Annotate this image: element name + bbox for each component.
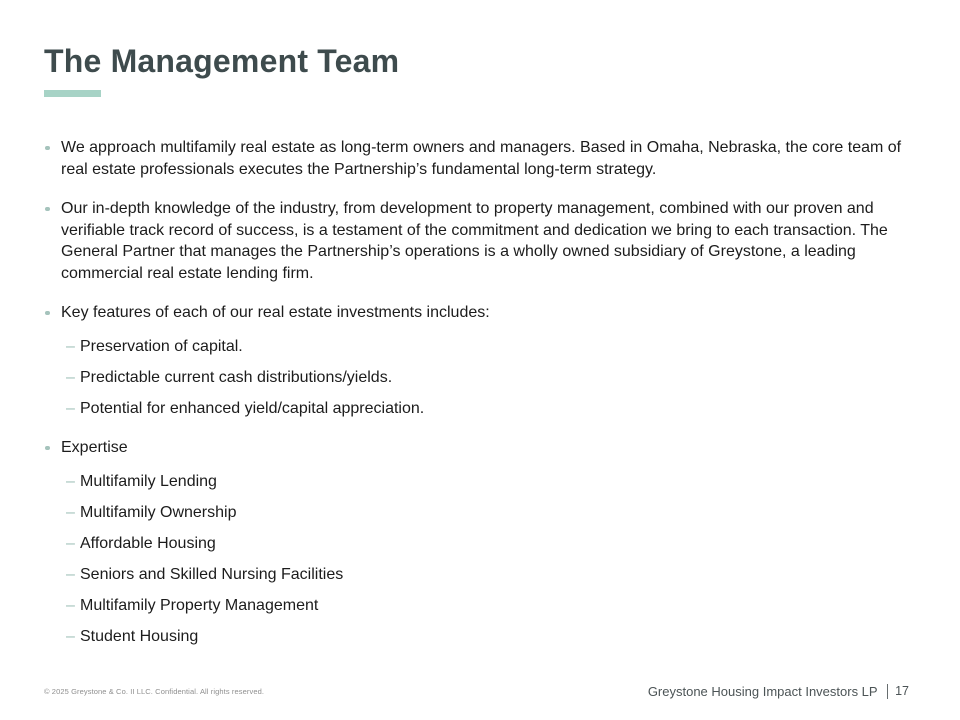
sub-bullet-item bbox=[66, 626, 921, 648]
bullet-item bbox=[44, 302, 921, 324]
sub-bullet-item bbox=[66, 367, 921, 389]
bullet-text: Our in-depth knowledge of the industry, from development to property management, combined with our proven and verifiable track record of success, is a testament of the commitment and dedication we bring to each transaction. The General Partner that manages the Partnership’s operations is a wholly owned subsidiary of Greystone, a leading commercial real estate lending firm. bbox=[61, 200, 888, 282]
sub-bullet-text: Potential for enhanced yield/capital appreciation. bbox=[80, 399, 425, 417]
sub-bullet-text: Multifamily Ownership bbox=[80, 503, 237, 521]
sub-bullet-item bbox=[66, 564, 921, 586]
dash-bullet-icon: – bbox=[66, 627, 75, 645]
dot-bullet-icon bbox=[44, 437, 61, 459]
bullet-item bbox=[44, 137, 921, 180]
dash-bullet-icon: – bbox=[66, 472, 75, 490]
dash-bullet-icon: – bbox=[66, 565, 75, 583]
bullet-group bbox=[44, 198, 921, 284]
sub-bullet-item bbox=[66, 471, 921, 493]
dot-bullet-icon bbox=[44, 137, 61, 159]
footer-company-name: Greystone Housing Impact Investors LP bbox=[647, 683, 878, 699]
dash-bullet-icon: – bbox=[66, 368, 75, 386]
dot-bullet-icon bbox=[44, 198, 61, 220]
sub-bullet-item bbox=[66, 336, 921, 358]
sub-bullet-text: Affordable Housing bbox=[80, 534, 216, 552]
sub-bullet-text: Seniors and Skilled Nursing Facilities bbox=[80, 565, 344, 583]
title-accent-bar bbox=[44, 90, 101, 97]
page-title: The Management Team bbox=[44, 43, 400, 79]
bullet-text: We approach multifamily real estate as long-term owners and managers. Based in Omaha, Nebraska, the core team of real estate professionals executes the Partnership’s fundamental long-term strategy. bbox=[61, 139, 902, 178]
footer-page-number: 17 bbox=[895, 684, 909, 698]
footer-right bbox=[648, 682, 909, 700]
bullet-group bbox=[44, 302, 921, 419]
bullet-item bbox=[44, 198, 921, 284]
sub-bullet-text: Multifamily Lending bbox=[80, 472, 217, 490]
dash-bullet-icon: – bbox=[66, 534, 75, 552]
bullet-list bbox=[44, 137, 921, 665]
bullet-group bbox=[44, 437, 921, 647]
bullet-text: Key features of each of our real estate investments includes: bbox=[61, 304, 490, 321]
dash-bullet-icon: – bbox=[66, 399, 75, 417]
sub-bullet-text: Student Housing bbox=[80, 627, 199, 645]
sub-bullet-item bbox=[66, 533, 921, 555]
footer-separator bbox=[887, 684, 889, 699]
sub-bullet-item bbox=[66, 595, 921, 617]
dash-bullet-icon: – bbox=[66, 596, 75, 614]
sub-bullet-text: Predictable current cash distributions/yields. bbox=[80, 368, 393, 386]
sub-bullet-text: Preservation of capital. bbox=[80, 337, 243, 355]
bullet-group bbox=[44, 137, 921, 180]
bullet-text: Expertise bbox=[61, 439, 128, 456]
footer-copyright: © 2025 Greystone & Co. II LLC. Confidential. All rights reserved. bbox=[44, 687, 265, 696]
sub-bullet-item bbox=[66, 398, 921, 420]
dot-bullet-icon bbox=[44, 302, 61, 324]
dash-bullet-icon: – bbox=[66, 337, 75, 355]
dash-bullet-icon: – bbox=[66, 503, 75, 521]
bullet-item bbox=[44, 437, 921, 459]
sub-bullet-item bbox=[66, 502, 921, 524]
sub-bullet-text: Multifamily Property Management bbox=[80, 596, 319, 614]
